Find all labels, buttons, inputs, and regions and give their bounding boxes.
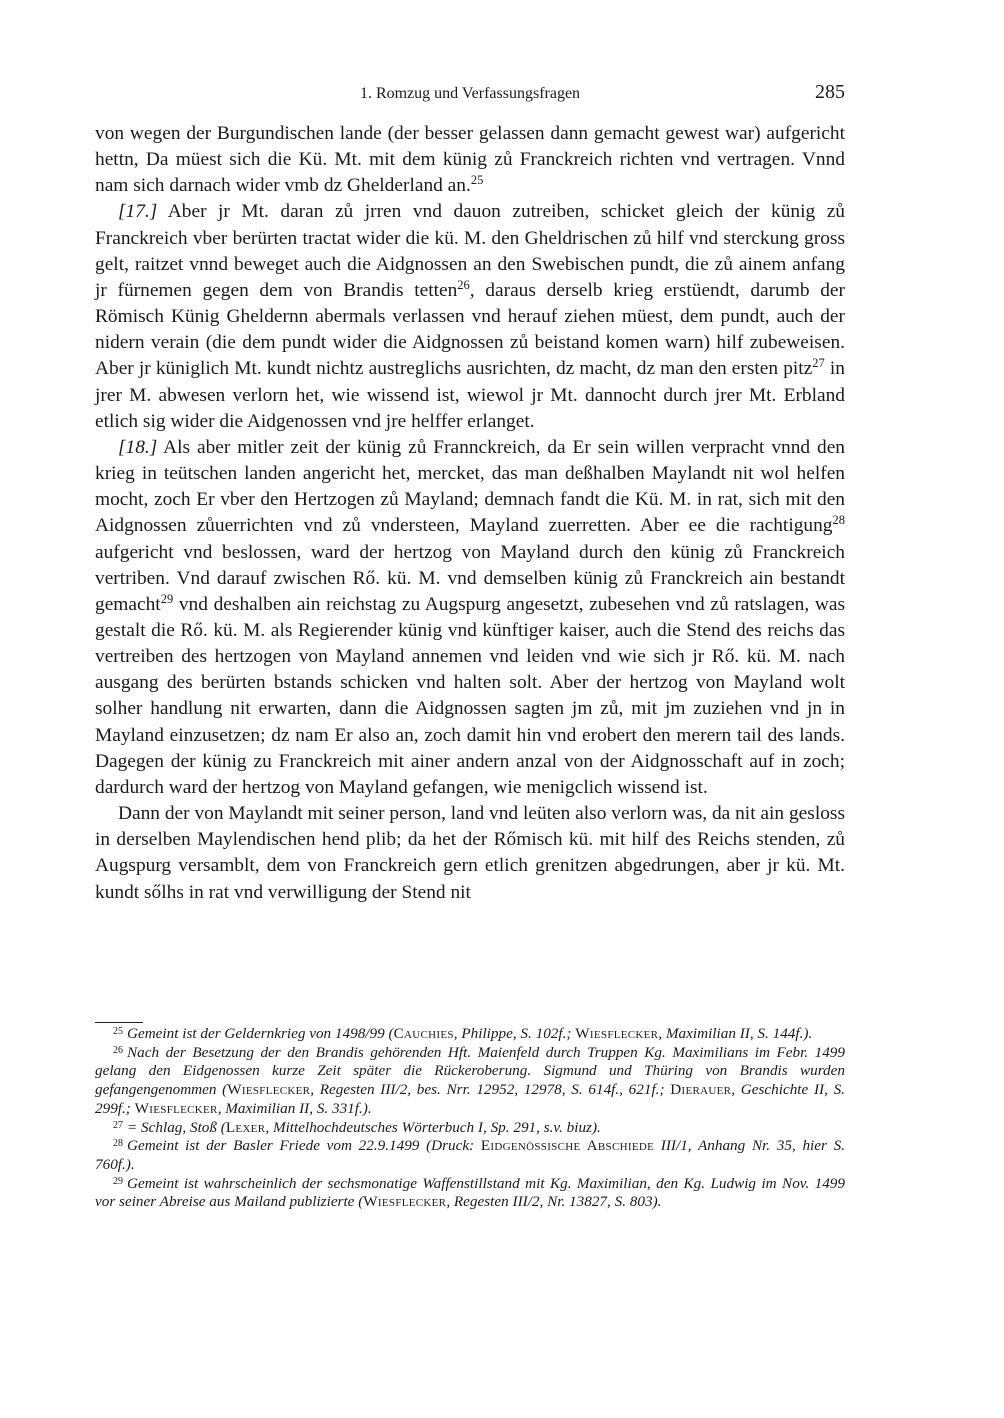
author-name: Wiesflecker: [575, 1025, 659, 1042]
paragraph-18: [95, 435, 845, 801]
footnote-25: [95, 1025, 845, 1044]
footnote-29: [95, 1175, 845, 1212]
page-number: 285: [815, 81, 845, 103]
text-run: in jrer M. abwesen verlorn het, wie wissend ist, wiewol jr Mt. dannocht durch jrer Mt. Erbland etlich sig wider die Aidgenossen vnd jre helffer erlanget.: [95, 358, 845, 432]
text-run: , daraus derselb krieg erstüendt, darumb der Römisch Künig Gheldernn abermals verlassen vnd herauf ziehen müest, dem pundt, auch der nidern verain (die dem pundt wider die Aidgnossen zů beistand komen warn) hilf zubeweisen. Aber jr küniglich Mt. kundt nichtz austreglichs ausrichten, dz macht, dz man den ersten pitz: [95, 279, 845, 380]
section-marker: [17.]: [118, 201, 158, 223]
source-title: Eidgenössische Abschiede: [480, 1137, 655, 1155]
footnote-27: [95, 1119, 845, 1138]
text-run: von wegen der Burgundischen lande (der besser gelassen dann gemacht gewest war) aufgericht hettn, Da müest sich die Kü. Mt. mit dem künig zů Franckreich richten vnd vertragen. Vnnd nam sich darnach wider vmb dz Ghelderland an.: [95, 123, 845, 197]
footnote-28: [95, 1137, 845, 1174]
author-name: Dierauer: [670, 1081, 732, 1099]
footnote-divider: [95, 1022, 143, 1023]
footnote-text: , Mittelhochdeutsches Wörterbuch I, Sp. 291, s.v. biuz).: [265, 1118, 601, 1136]
author-name: Wiesflecker: [134, 1099, 218, 1117]
footnote-text: Nach der Besetzung der den Brandis gehörenden Hft. Maienfeld durch Truppen Kg. Maximilians im Febr. 1499 gelang den Eidgenossen kurze Zeit später die Rückeroberung. Sigmund und Thüring von Brandis wurden gefangengenommen (: [95, 1043, 845, 1099]
paragraph-1: [95, 121, 845, 199]
footnote-text: Gemeint ist der Basler Friede vom 22.9.1499 (Druck:: [127, 1137, 481, 1155]
footnote-ref-25[interactable]: 25: [470, 173, 484, 188]
footnote-26: [95, 1044, 845, 1119]
footnote-number: 25: [113, 1026, 123, 1037]
author-name: Wiesflecker: [227, 1081, 311, 1099]
text-run: Als aber mitler zeit der künig zů Frannckreich, da Er sein willen verpracht vnnd den krieg in teütschen landen angericht het, mercket, das man deßhalben Maylandt nit wol helfen mocht, zoch Er vber den Hertzogen zů Mayland; demnach fandt die Kü. M. in rat, sich mit den Aidgnossen zůuerrichten vnd zů vndersteen, Mayland zuerretten. Aber ee die rachtigung: [95, 436, 845, 537]
main-text: [95, 121, 845, 906]
section-marker: [18.]: [118, 436, 158, 458]
footnote-text: , Regesten III/2, bes. Nrr. 12952, 12978, S. 614f., 621f.;: [310, 1081, 671, 1099]
footnote-text: , Maximilian II, S. 331f.).: [217, 1099, 372, 1117]
footnote-text: , Regesten III/2, Nr. 13827, S. 803).: [446, 1193, 662, 1211]
author-name: Wiesflecker: [363, 1193, 447, 1211]
footnote-text: , Maximilian II, S. 144f.).: [658, 1025, 813, 1042]
footnote-text: Gemeint ist der Geldernkrieg von 1498/99 (: [127, 1025, 394, 1042]
footnote-ref-29[interactable]: 29: [160, 591, 174, 606]
author-name: Cauchies: [393, 1025, 454, 1042]
running-head: [95, 81, 845, 105]
footnotes: [95, 1025, 845, 1212]
footnote-number: 26: [113, 1044, 123, 1056]
text-run: Dann der von Maylandt mit seiner person, land vnd leüten also verlorn was, da nit ain gesloss in derselben Maylendischen hend plib; da het der Rőmisch kü. mit hilf des Reichs stenden, zů Augspurg versamblt, dem von Franckreich gern etlich grenitzen abgedrungen, aber jr kü. Mt. kundt sőlhs in rat vnd verwilligung der Stend nit: [95, 803, 845, 903]
footnote-number: 28: [113, 1138, 123, 1150]
footnote-text: = Schlag, Stoß (: [127, 1118, 226, 1136]
chapter-title: 1. Romzug und Verfassungsfragen: [359, 85, 581, 102]
footnote-ref-28[interactable]: 28: [832, 513, 845, 528]
text-run: aufgericht vnd beslossen, ward der hertzog von Mayland durch den künig zů Franckreich vertriben. Vnd darauf zwischen Rő. kü. M. vnd demselben künig zů Franckreich ain bestandt gemacht: [95, 541, 845, 615]
text-run: vnd deshalben ain reichstag zu Augspurg angesetzt, zubesehen vnd zů ratslagen, was gestalt die Rő. kü. M. als Regierender künig vnd künftiger kaiser, auch die Stend des reichs das vertreiben des hertzogen von Mayland annemen vnd leiden vnd wie sich jr Rő. kü. M. nach ausgang des berürten bstands schicken vnd halten solt. Aber der hertzog von Mayland wolt solher handlung nit erwarten, dann die Aidgnossen sagten jm zů, mit jm zuziehen vnd jn in Mayland einzusetzen; dz nam Er also an, zoch damit hin vnd erobert den merern tail des lands. Dagegen der künig zu Franckreich mit ainer andern anzal von der Aidgnosschaft auf in zoch; dardurch ward der hertzog von Mayland gefangen, wie menigclich wissend ist.: [95, 593, 845, 798]
footnote-ref-26[interactable]: 26: [457, 277, 470, 292]
text-run: Aber jr Mt. daran zů jrren vnd dauon zutreiben, schicket gleich der künig zů Franckreich vber berürten tractat wider die kü. M. den Gheldrischen zů hilf vnd sterckung gross gelt, raitzet vnnd beweget auch die Aidgnossen an den Swebischen pundt, die zů ainem anfang jr fürnemen gegen dem von Brandis tetten: [95, 201, 845, 301]
footnote-text: , Philippe, S. 102f.;: [453, 1025, 576, 1042]
paragraph-17: [95, 199, 845, 434]
footnote-number: 27: [113, 1119, 123, 1131]
footnote-text: , Geschichte II, S. 299f.;: [95, 1081, 845, 1117]
footnote-text: III/1, Anhang Nr. 35, hier S. 760f.).: [95, 1137, 846, 1173]
footnote-number: 29: [113, 1175, 123, 1187]
footnote-ref-27[interactable]: 27: [812, 356, 825, 371]
footnote-text: Gemeint ist wahrscheinlich der sechsmonatige Waffenstillstand mit Kg. Maximilian, den Kg. Ludwig im Nov. 1499 vor seiner Abreise aus Mailand publizierte (: [95, 1174, 845, 1211]
author-name: Lexer: [225, 1118, 266, 1136]
paragraph-continuation: [95, 801, 845, 906]
